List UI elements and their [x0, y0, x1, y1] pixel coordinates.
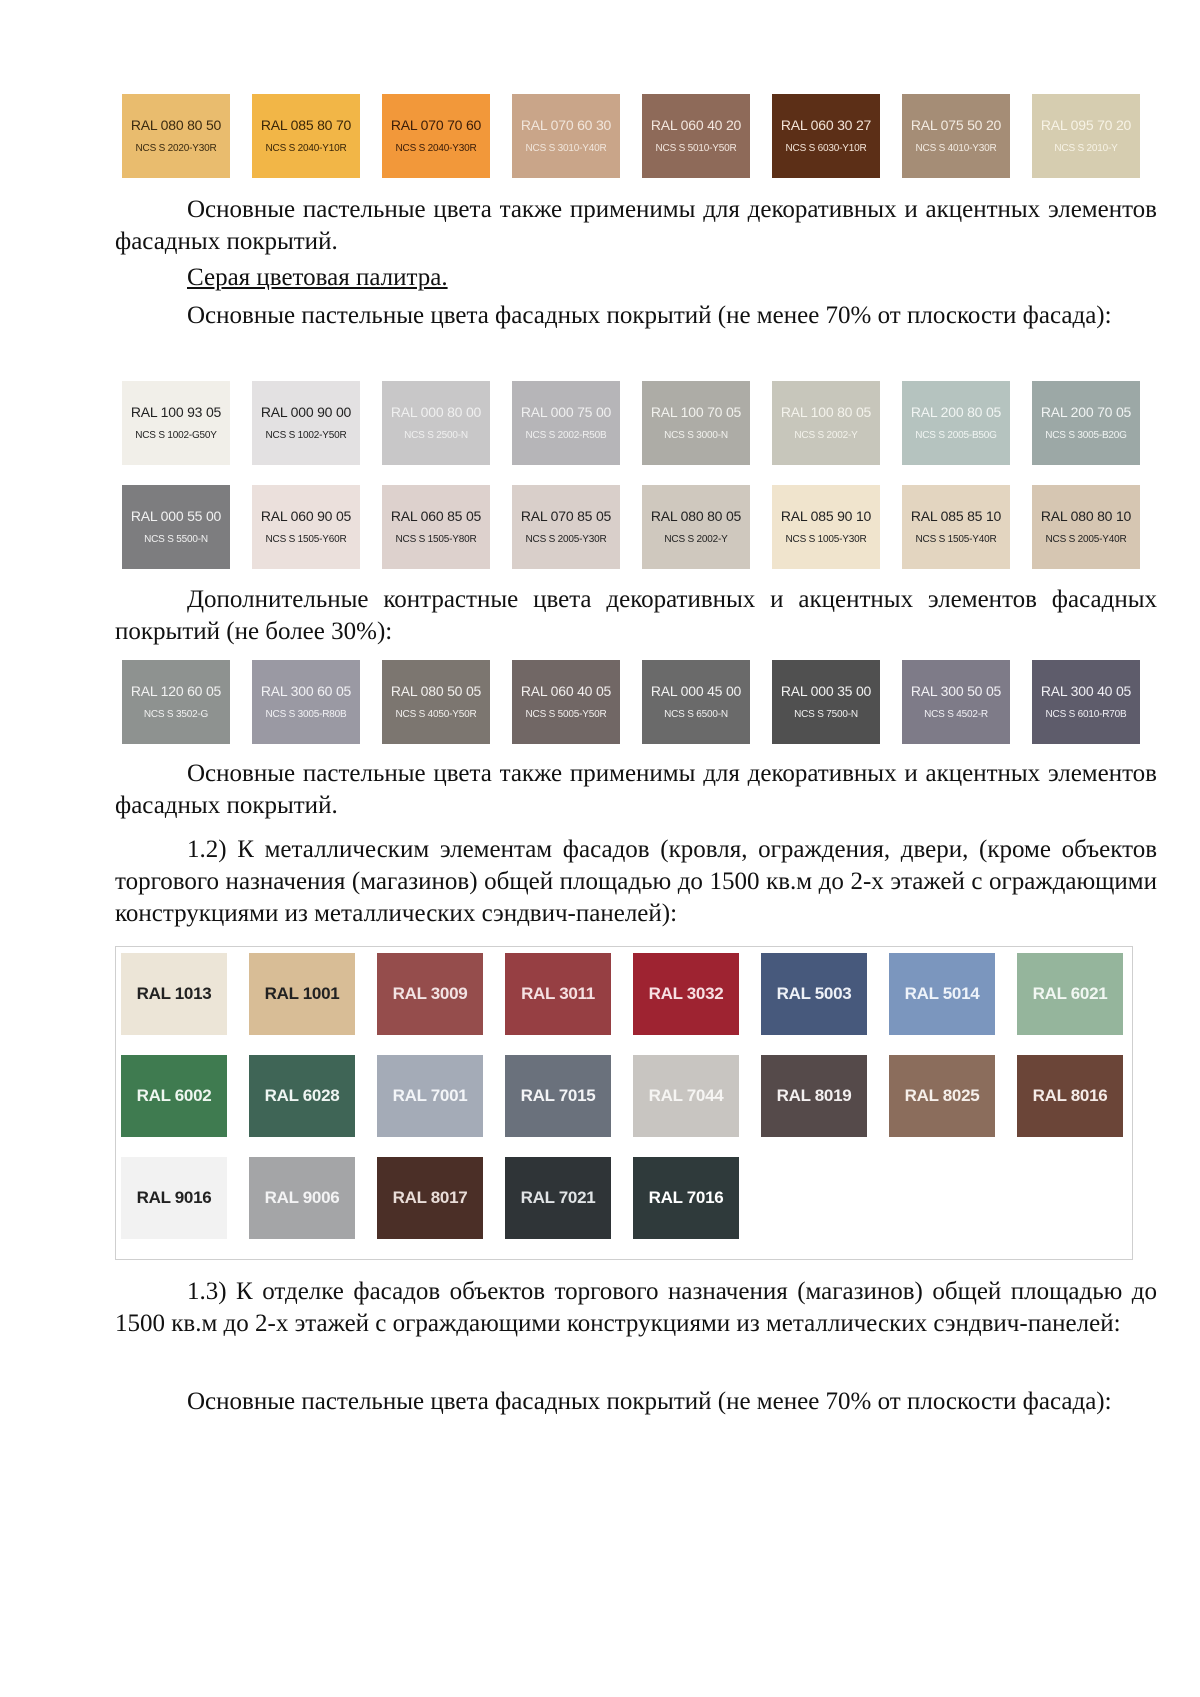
- gray-palette-row-1: [122, 381, 1140, 465]
- color-swatch: [512, 94, 620, 178]
- ncs-code: NCS S 1505-Y80R: [395, 534, 477, 545]
- metal-color-swatch: RAL 5014: [889, 953, 995, 1035]
- paragraph-text: Основные пастельные цвета также применимы для декоративных и акцентных элементов фасадных покрытий.: [115, 196, 1157, 255]
- color-swatch: [512, 381, 620, 465]
- ncs-code: NCS S 6010-R70B: [1045, 709, 1127, 720]
- ncs-code: NCS S 4502-R: [924, 709, 988, 720]
- metal-color-swatch: RAL 3032: [633, 953, 739, 1035]
- gray-palette-row-2: [122, 485, 1140, 569]
- ral-code: RAL 085 80 70: [260, 117, 352, 133]
- color-swatch: [772, 94, 880, 178]
- ncs-code: NCS S 3010-Y40R: [525, 143, 607, 154]
- ral-code: RAL 060 85 05: [390, 508, 482, 524]
- contrast-palette-row: [122, 660, 1140, 744]
- metal-color-swatch: RAL 3009: [377, 953, 483, 1035]
- color-swatch: [1032, 94, 1140, 178]
- ral-code: RAL 060 90 05: [260, 508, 352, 524]
- ncs-code: NCS S 5010-Y50R: [655, 143, 737, 154]
- color-swatch: [122, 660, 230, 744]
- ral-code: RAL 085 90 10: [780, 508, 872, 524]
- heading-text: Серая цветовая палитра.: [187, 264, 448, 291]
- color-swatch: [252, 381, 360, 465]
- paragraph-text: Основные пастельные цвета фасадных покрытий (не менее 70% от плоскости фасада):: [187, 1388, 1112, 1415]
- ral-code: RAL 100 93 05: [130, 404, 222, 420]
- ral-code: RAL 000 55 00: [130, 508, 222, 524]
- ral-code: RAL 120 60 05: [130, 683, 222, 699]
- ral-code: RAL 080 80 05: [650, 508, 742, 524]
- metal-color-swatch: RAL 8016: [1017, 1055, 1123, 1137]
- paragraph-retail-facades: [115, 1276, 1157, 1340]
- ncs-code: NCS S 2020-Y30R: [135, 143, 217, 154]
- color-swatch: [512, 485, 620, 569]
- color-swatch: [902, 381, 1010, 465]
- ncs-code: NCS S 3502-G: [143, 709, 209, 720]
- ral-code: RAL 080 80 10: [1040, 508, 1132, 524]
- ral-code: RAL 060 40 20: [650, 117, 742, 133]
- metal-color-grid: [121, 953, 1123, 1239]
- metal-color-swatch: RAL 9016: [121, 1157, 227, 1239]
- gray-palette-heading: [115, 262, 1157, 294]
- paragraph-pastel-note: [115, 194, 1157, 258]
- ncs-code: NCS S 7500-N: [794, 709, 858, 720]
- paragraph-main-colors: [115, 300, 1157, 332]
- ral-code: RAL 075 50 20: [910, 117, 1002, 133]
- paragraph-contrast-colors: [115, 584, 1157, 648]
- ral-code: RAL 300 50 05: [910, 683, 1002, 699]
- ral-code: RAL 000 90 00: [260, 404, 352, 420]
- ncs-code: NCS S 1002-G50Y: [135, 430, 217, 441]
- ncs-code: NCS S 1505-Y40R: [915, 534, 997, 545]
- ncs-code: NCS S 2500-N: [404, 430, 468, 441]
- ral-code: RAL 070 70 60: [390, 117, 482, 133]
- ral-code: RAL 000 75 00: [520, 404, 612, 420]
- color-swatch: [1032, 485, 1140, 569]
- ral-code: RAL 080 50 05: [390, 683, 482, 699]
- ncs-code: NCS S 3005-B20G: [1045, 430, 1127, 441]
- metal-color-swatch: RAL 6021: [1017, 953, 1123, 1035]
- ncs-code: NCS S 2002-Y: [664, 534, 728, 545]
- color-swatch: [1032, 660, 1140, 744]
- metal-color-swatch: RAL 6028: [249, 1055, 355, 1137]
- ral-code: RAL 000 45 00: [650, 683, 742, 699]
- color-swatch: [902, 660, 1010, 744]
- metal-color-swatch: RAL 7015: [505, 1055, 611, 1137]
- ral-code: RAL 080 80 50: [130, 117, 222, 133]
- ncs-code: NCS S 2040-Y10R: [265, 143, 347, 154]
- ncs-code: NCS S 5500-N: [144, 534, 208, 545]
- metal-color-swatch: RAL 3011: [505, 953, 611, 1035]
- paragraph-text: Дополнительные контрастные цвета декоративных и акцентных элементов фасадных покрытий (не более 30%):: [115, 586, 1157, 645]
- color-swatch: [122, 381, 230, 465]
- ncs-code: NCS S 2010-Y: [1054, 143, 1118, 154]
- ral-code: RAL 000 80 00: [390, 404, 482, 420]
- metal-color-swatch: RAL 7044: [633, 1055, 739, 1137]
- palette-top-row: [122, 94, 1140, 178]
- ral-code: RAL 300 40 05: [1040, 683, 1132, 699]
- ral-code: RAL 300 60 05: [260, 683, 352, 699]
- ncs-code: NCS S 6500-N: [664, 709, 728, 720]
- color-swatch: [382, 485, 490, 569]
- ral-code: RAL 200 70 05: [1040, 404, 1132, 420]
- paragraph-text: 1.2) К металлическим элементам фасадов (кровля, ограждения, двери, (кроме объектов торгового назначения (магазинов) общей площадью до 1500 кв.м до 2-х этажей с ограждающими конструкциями из металлических сэндвич-панелей):: [115, 836, 1157, 927]
- metal-color-swatch: RAL 8019: [761, 1055, 867, 1137]
- ncs-code: NCS S 2005-Y30R: [525, 534, 607, 545]
- ncs-code: NCS S 3000-N: [664, 430, 728, 441]
- ral-code: RAL 100 80 05: [780, 404, 872, 420]
- paragraph-pastel-note-2: [115, 758, 1157, 822]
- metal-color-swatch: RAL 8025: [889, 1055, 995, 1137]
- ral-code: RAL 070 60 30: [520, 117, 612, 133]
- ral-code: RAL 200 80 05: [910, 404, 1002, 420]
- metal-color-swatch: RAL 1013: [121, 953, 227, 1035]
- paragraph-metal-elements: [115, 834, 1157, 930]
- metal-color-swatch: RAL 7016: [633, 1157, 739, 1239]
- ral-code: RAL 060 30 27: [780, 117, 872, 133]
- color-swatch: [382, 381, 490, 465]
- ral-code: RAL 100 70 05: [650, 404, 742, 420]
- ncs-code: NCS S 2040-Y30R: [395, 143, 477, 154]
- ncs-code: NCS S 4010-Y30R: [915, 143, 997, 154]
- color-swatch: [122, 485, 230, 569]
- ncs-code: NCS S 2002-R50B: [525, 430, 607, 441]
- color-swatch: [772, 485, 880, 569]
- ncs-code: NCS S 4050-Y50R: [395, 709, 477, 720]
- color-swatch: [252, 485, 360, 569]
- ncs-code: NCS S 2002-Y: [794, 430, 858, 441]
- color-swatch: [902, 94, 1010, 178]
- paragraph-main-colors-2: [115, 1386, 1157, 1418]
- color-swatch: [642, 94, 750, 178]
- ral-code: RAL 085 85 10: [910, 508, 1002, 524]
- color-swatch: [772, 660, 880, 744]
- paragraph-text: 1.3) К отделке фасадов объектов торгового назначения (магазинов) общей площадью до 1500 кв.м до 2-х этажей с ограждающими конструкциями из металлических сэндвич-панелей:: [115, 1278, 1157, 1337]
- ral-code: RAL 000 35 00: [780, 683, 872, 699]
- color-swatch: [642, 660, 750, 744]
- ncs-code: NCS S 2005-B50G: [915, 430, 997, 441]
- color-swatch: [642, 485, 750, 569]
- color-swatch: [382, 660, 490, 744]
- paragraph-text: Основные пастельные цвета фасадных покрытий (не менее 70% от плоскости фасада):: [187, 302, 1112, 329]
- color-swatch: [122, 94, 230, 178]
- metal-color-swatch: RAL 5003: [761, 953, 867, 1035]
- metal-color-swatch: RAL 9006: [249, 1157, 355, 1239]
- metal-color-swatch: RAL 7001: [377, 1055, 483, 1137]
- color-swatch: [902, 485, 1010, 569]
- paragraph-text: Основные пастельные цвета также применимы для декоративных и акцентных элементов фасадных покрытий.: [115, 760, 1157, 819]
- metal-color-swatch: RAL 7021: [505, 1157, 611, 1239]
- color-swatch: [512, 660, 620, 744]
- color-swatch: [772, 381, 880, 465]
- ncs-code: NCS S 2005-Y40R: [1045, 534, 1127, 545]
- color-swatch: [382, 94, 490, 178]
- ral-code: RAL 095 70 20: [1040, 117, 1132, 133]
- metal-color-swatch: RAL 1001: [249, 953, 355, 1035]
- color-swatch: [1032, 381, 1140, 465]
- ral-code: RAL 060 40 05: [520, 683, 612, 699]
- ncs-code: NCS S 1005-Y30R: [785, 534, 867, 545]
- color-swatch: [252, 660, 360, 744]
- ncs-code: NCS S 6030-Y10R: [785, 143, 867, 154]
- ncs-code: NCS S 3005-R80B: [265, 709, 347, 720]
- ncs-code: NCS S 5005-Y50R: [525, 709, 607, 720]
- metal-color-swatch: RAL 8017: [377, 1157, 483, 1239]
- ral-code: RAL 070 85 05: [520, 508, 612, 524]
- metal-color-chart: [115, 946, 1133, 1260]
- metal-color-swatch: RAL 6002: [121, 1055, 227, 1137]
- color-swatch: [642, 381, 750, 465]
- ncs-code: NCS S 1505-Y60R: [265, 534, 347, 545]
- ncs-code: NCS S 1002-Y50R: [265, 430, 347, 441]
- color-swatch: [252, 94, 360, 178]
